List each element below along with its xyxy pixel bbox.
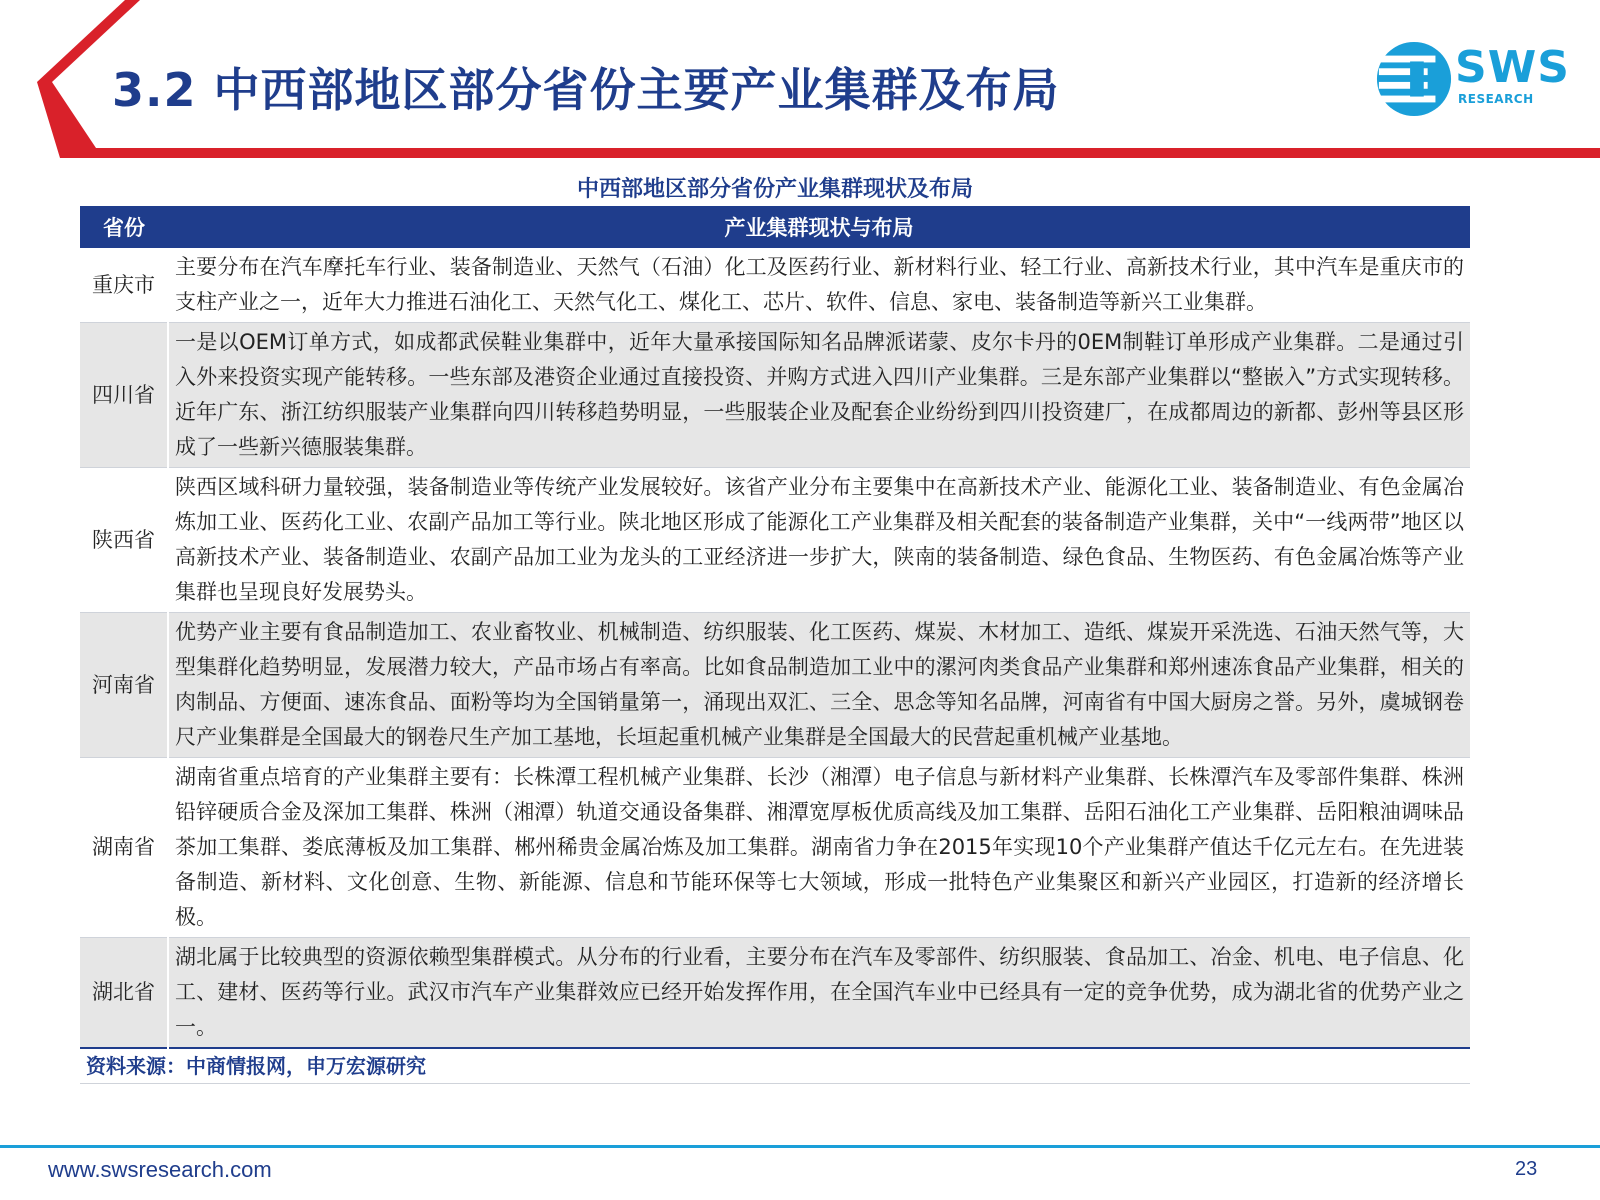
table-row xyxy=(80,758,1470,938)
province-cell: 河南省 xyxy=(80,613,168,758)
table-row xyxy=(80,323,1470,468)
footer-url: www.swsresearch.com xyxy=(48,1157,272,1182)
page-number: 23 xyxy=(1515,1158,1538,1180)
source-row xyxy=(80,1048,1470,1084)
cluster-table xyxy=(80,206,1470,1084)
table-row xyxy=(80,248,1470,323)
province-cell: 湖南省 xyxy=(80,758,168,938)
description-cell: 主要分布在汽车摩托车行业、装备制造业、天然气（石油）化工及医药行业、新材料行业、轻工行业、高新技术行业，其中汽车是重庆市的支柱产业之一，近年大力推进石油化工、天然气化工、煤化工、芯片、软件、信息、家电、装备制造等新兴工业集群。 xyxy=(168,248,1470,323)
page-title: 3.2 中西部地区部分省份主要产业集群及布局 xyxy=(112,63,1060,117)
province-cell: 重庆市 xyxy=(80,248,168,323)
footer-divider xyxy=(0,1145,1600,1148)
province-cell: 湖北省 xyxy=(80,938,168,1049)
table-header-row xyxy=(80,206,1470,248)
description-cell: 陕西区域科研力量较强，装备制造业等传统产业发展较好。该省产业分布主要集中在高新技术产业、能源化工业、装备制造业、有色金属冶炼加工业、医药化工业、农副产品加工等行业。陕北地区形成了能源化工产业集群及相关配套的装备制造产业集群，关中“一线两带”地区以高新技术产业、装备制造业、农副产品加工业为龙头的工亚经济进一步扩大，陕南的装备制造、绿色食品、生物医药、有色金属冶炼等产业集群也呈现良好发展势头。 xyxy=(168,468,1470,613)
logo-text: SWS xyxy=(1455,42,1570,93)
description-cell: 湖南省重点培育的产业集群主要有：长株潭工程机械产业集群、长沙（湘潭）电子信息与新材料产业集群、长株潭汽车及零部件集群、株洲铅锌硬质合金及深加工集群、株洲（湘潭）轨道交通设备集群、湘潭宽厚板优质高线及加工集群、岳阳石油化工产业集群、岳阳粮油调味品茶加工集群、娄底薄板及加工集群、郴州稀贵金属冶炼及加工集群。湖南省力争在2015年实现10个产业集群产值达千亿元左右。在先进装备制造、新材料、文化创意、生物、新能源、信息和节能环保等七大领域，形成一批特色产业集聚区和新兴产业园区，打造新的经济增长极。 xyxy=(168,758,1470,938)
description-cell: 湖北属于比较典型的资源依赖型集群模式。从分布的行业看，主要分布在汽车及零部件、纺织服装、食品加工、冶金、机电、电子信息、化工、建材、医药等行业。武汉市汽车产业集群效应已经开始发挥作用，在全国汽车业中已经具有一定的竞争优势，成为湖北省的优势产业之一。 xyxy=(168,938,1470,1049)
province-cell: 陕西省 xyxy=(80,468,168,613)
description-cell: 优势产业主要有食品制造加工、农业畜牧业、机械制造、纺织服装、化工医药、煤炭、木材加工、造纸、煤炭开采洗选、石油天然气等，大型集群化趋势明显，发展潜力较大，产品市场占有率高。比如食品制造加工业中的漯河肉类食品产业集群和郑州速冻食品产业集群，相关的肉制品、方便面、速冻食品、面粉等均为全国销量第一，涌现出双汇、三全、思念等知名品牌，河南省有中国大厨房之誉。另外，虞城钢卷尺产业集群是全国最大的钢卷尺生产加工基地，长垣起重机械产业集群是全国最大的民营起重机械产业基地。 xyxy=(168,613,1470,758)
sws-logo xyxy=(1375,38,1575,118)
table-row xyxy=(80,468,1470,613)
table-row xyxy=(80,938,1470,1049)
description-cell: 一是以OEM订单方式，如成都武侯鞋业集群中，近年大量承接国际知名品牌派诺蒙、皮尔卡丹的0EM制鞋订单形成产业集群。二是通过引入外来投资实现产能转移。一些东部及港资企业通过直接投资、并购方式进入四川产业集群。三是东部产业集群以“整嵌入”方式实现转移。近年广东、浙江纺织服装产业集群向四川转移趋势明显，一些服装企业及配套企业纷纷到四川投资建厂，在成都周边的新都、彭州等县区形成了一些新兴德服装集群。 xyxy=(168,323,1470,468)
source-note: 资料来源：中商情报网，申万宏源研究 xyxy=(80,1048,1470,1084)
header-description: 产业集群现状与布局 xyxy=(168,206,1470,248)
table-row xyxy=(80,613,1470,758)
cluster-table-container xyxy=(80,206,1470,1084)
logo-subtext: RESEARCH xyxy=(1458,92,1534,106)
sws-logo-mark-icon xyxy=(1375,40,1453,118)
table-title: 中西部地区部分省份产业集群现状及布局 xyxy=(576,177,973,202)
header-province: 省份 xyxy=(80,206,168,248)
province-cell: 四川省 xyxy=(80,323,168,468)
